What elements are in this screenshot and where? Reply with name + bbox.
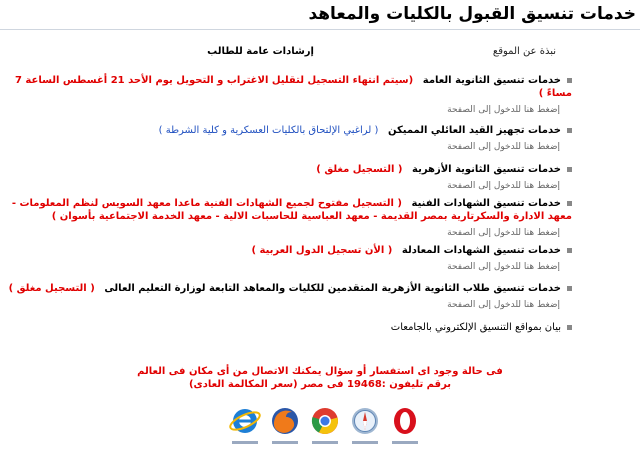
service-note: ( التسجيل مغلق ) [8, 283, 95, 294]
service-login-link[interactable]: إضغط هنا للدخول إلى الصفحة [447, 262, 560, 272]
bullet-icon [567, 128, 572, 133]
service-login-link[interactable]: إضغط هنا للدخول إلى الصفحة [447, 300, 560, 310]
service-name[interactable]: خدمات تنسيق الشهادات المعادلة [401, 245, 561, 256]
bullet-icon [567, 325, 572, 330]
service-login-link[interactable]: إضغط هنا للدخول إلى الصفحة [447, 181, 560, 191]
service-family-record [2, 124, 572, 154]
supported-browsers [228, 404, 418, 446]
service-note: ( التسجيل مغلق ) [316, 164, 403, 175]
service-note: (سيتم انتهاء التسجيل لتقليل الاغتراب و التحويل يوم الأحد 21 أغسطس الساعة 7 مساءً ) [14, 75, 572, 99]
contact-line-1: فى حالة وجود اى استفسار أو سؤال يمكنك الاتصال من أى مكان فى العالم [137, 366, 503, 377]
firefox-icon[interactable] [268, 404, 302, 444]
service-equivalent-certificates [2, 244, 572, 274]
service-login-link[interactable]: إضغط هنا للدخول إلى الصفحة [447, 105, 560, 115]
safari-icon[interactable] [348, 404, 382, 444]
service-note: ( الأن تسجيل الدول العربية ) [251, 245, 393, 256]
service-azhar-secondary [2, 163, 572, 193]
bullet-icon [567, 78, 572, 83]
service-azhar-higher-education [2, 282, 572, 312]
title-divider [0, 29, 640, 30]
contact-line-2: برقم تليفون :19468 فى مصر (سعر المكالمة العادى) [188, 379, 452, 390]
service-note: ( لراغبي الإلتحاق بالكليات العسكرية و كلية الشرطة ) [158, 125, 379, 136]
service-name[interactable]: خدمات تنسيق الثانوية العامة [422, 75, 561, 86]
service-login-link[interactable]: إضغط هنا للدخول إلى الصفحة [447, 142, 560, 152]
student-guidance-link[interactable]: إرشادات عامة للطالب [207, 46, 314, 57]
service-login-link[interactable]: إضغط هنا للدخول إلى الصفحة [447, 228, 560, 238]
service-general-secondary [2, 74, 572, 117]
service-name[interactable]: خدمات تنسيق طلاب الثانوية الأزهرية المتقدمين للكليات والمعاهد التابعة لوزارة التعليم العالى [104, 283, 561, 294]
page-title: خدمات تنسيق القبول بالكليات والمعاهد [308, 4, 636, 24]
universities-link-item [2, 321, 572, 334]
service-name[interactable]: خدمات تجهيز القيد العائلي المميكن [387, 125, 561, 136]
opera-icon[interactable] [388, 404, 422, 444]
bullet-icon [567, 167, 572, 172]
chrome-icon[interactable] [308, 404, 342, 444]
universities-link[interactable]: بيان بمواقع التنسيق الإلكتروني بالجامعات [390, 322, 561, 333]
service-name[interactable]: خدمات تنسيق الثانوية الأزهرية [412, 164, 561, 175]
service-note: ( التسجيل مفتوح لجميع الشهادات الفنية ماعدا معهد السويس لنظم المعلومات - معهد الادارة والسكرتارية بمصر القديمة - معهد العباسية للحاسبات الالية - معهد الخدمة الاجتماعية بأسوان ) [11, 198, 572, 222]
bullet-icon [567, 286, 572, 291]
ie-icon[interactable] [228, 404, 262, 444]
service-technical-certificates [2, 197, 572, 240]
service-name[interactable]: خدمات تنسيق الشهادات الفنية [411, 198, 561, 209]
about-site-link[interactable]: نبذة عن الموقع [492, 46, 556, 57]
bullet-icon [567, 248, 572, 253]
contact-info [0, 365, 640, 391]
bullet-icon [567, 201, 572, 206]
